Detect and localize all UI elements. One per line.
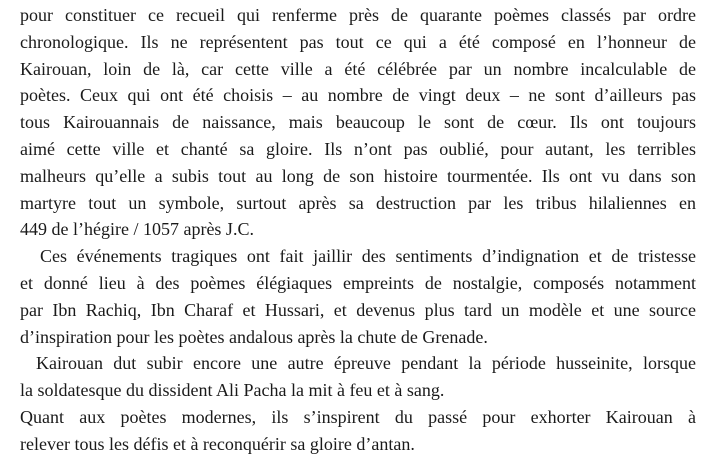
text-line: Ces événements tragiques ont fait jaillir des sentiments d’indignation et de tristesse bbox=[40, 246, 696, 267]
text-line: relever tous les défis et à reconquérir sa gloire d’antan. bbox=[20, 433, 415, 454]
document-page bbox=[20, 2, 696, 458]
paragraph-husseinite bbox=[20, 350, 696, 404]
text-line: par Ibn Rachiq, Ibn Charaf et Hussari, et devenus plus tard un modèle et une source bbox=[20, 299, 696, 320]
text-line: tous Kairouannais de naissance, mais beaucoup le sont de cœur. Ils ont toujours bbox=[20, 112, 696, 133]
text-line: Kairouan, loin de là, car cette ville a été célébrée par un nombre incalculable de bbox=[20, 58, 696, 79]
paragraph-intro bbox=[20, 2, 696, 243]
paragraph-events bbox=[20, 243, 696, 350]
text-line: pour constituer ce recueil qui renferme près de quarante poèmes classés par ordre bbox=[20, 5, 696, 25]
text-line: malheurs qu’elle a subis tout au long de son histoire tourmentée. Ils ont vu dans son bbox=[20, 165, 696, 186]
text-line: chronologique. Ils ne représentent pas tout ce qui a été composé en l’honneur de bbox=[20, 31, 696, 52]
text-line: aimé cette ville et chanté sa gloire. Ils n’ont pas oublié, pour autant, les terribles bbox=[20, 138, 696, 159]
text-line: d’inspiration pour les poètes andalous après la chute de Grenade. bbox=[20, 326, 488, 347]
text-line: 449 de l’hégire / 1057 après J.C. bbox=[20, 219, 254, 240]
paragraph-modern-poets bbox=[20, 404, 696, 458]
text-line: la soldatesque du dissident Ali Pacha la mit à feu et à sang. bbox=[20, 380, 445, 401]
text-line: poètes. Ceux qui ont été choisis – au nombre de vingt deux – ne sont d’ailleurs pas bbox=[20, 85, 696, 106]
text-line: et donné lieu à des poèmes élégiaques empreints de nostalgie, composés notamment bbox=[20, 272, 696, 293]
text-line: Kairouan dut subir encore une autre épreuve pendant la période husseinite, lorsque bbox=[36, 353, 696, 374]
text-line: martyre tout un symbole, surtout après sa destruction par les tribus hilaliennes en bbox=[20, 192, 696, 213]
text-line: Quant aux poètes modernes, ils s’inspirent du passé pour exhorter Kairouan à bbox=[20, 406, 696, 427]
